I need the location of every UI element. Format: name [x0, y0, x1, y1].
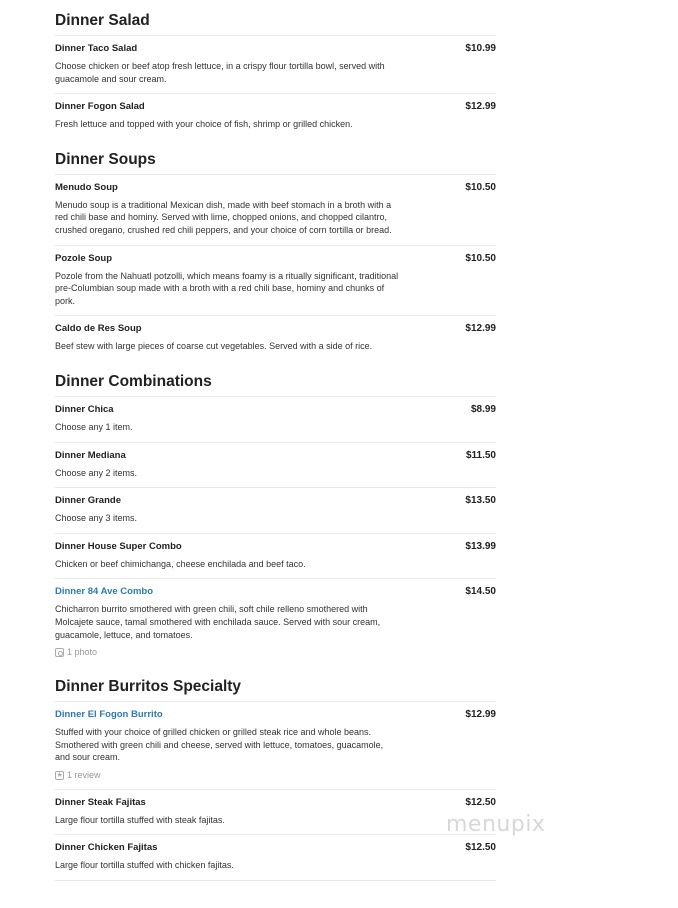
watermark: menupix	[446, 812, 546, 837]
item-name-link[interactable]: Dinner El Fogon Burrito	[55, 709, 163, 721]
section-title: Dinner Salad	[55, 12, 150, 29]
menu-item	[55, 396, 496, 442]
item-description: Chicharron burrito smothered with green chili, soft chile relleno smothered with Molcajete sauce, tamal smothered with enchilada sauce. Served with sour cream, guacamole, lettuce, and tomatoes.	[55, 604, 381, 640]
section-dinner-salad	[55, 0, 496, 139]
section-title: Dinner Soups	[55, 150, 156, 168]
menu-item	[55, 174, 496, 245]
menu-item	[55, 442, 496, 488]
menu-item	[55, 35, 496, 93]
item-name: Menudo Soup	[55, 181, 118, 193]
menu-item	[55, 701, 496, 789]
review-link[interactable]	[55, 770, 496, 781]
item-price: $12.99	[465, 323, 496, 335]
menu	[55, 0, 496, 881]
item-description: Choose any 3 items.	[55, 513, 138, 524]
item-name: Dinner Steak Fajitas	[55, 796, 146, 808]
menu-item	[55, 533, 496, 579]
item-price: $12.50	[465, 842, 496, 854]
menu-item	[55, 487, 496, 533]
item-price: $10.50	[465, 181, 496, 193]
review-count: 1 review	[67, 769, 101, 780]
item-description: Choose any 1 item.	[55, 421, 133, 432]
menu-item	[55, 315, 496, 361]
menu-item	[55, 789, 496, 835]
item-price: $12.99	[465, 101, 496, 113]
item-description: Choose any 2 items.	[55, 467, 138, 478]
item-name: Dinner Chica	[55, 403, 114, 415]
item-name: Dinner Chicken Fajitas	[55, 842, 158, 854]
item-description: Menudo soup is a traditional Mexican dish, made with beef stomach in a broth with a red chili base and hominy. Served with lime, chopped onions, and chopped cilantro, crushed oregano, crushed red chili peppers, and your choice of corn tortilla or bread.	[55, 199, 392, 235]
menu-item	[55, 834, 496, 880]
item-description: Stuffed with your choice of grilled chicken or grilled steak rice and whole beans. Smothered with green chili and cheese, served with lettuce, tomatoes, guacamole, and sour cream.	[55, 727, 384, 763]
section-dinner-combinations	[55, 361, 496, 666]
section-title: Dinner Burritos Specialty	[55, 678, 242, 696]
item-description: Choose chicken or beef atop fresh lettuce, in a crispy flour tortilla bowl, served with guacamole and sour cream.	[55, 61, 385, 84]
item-price: $12.50	[465, 796, 496, 808]
item-price: $13.50	[465, 495, 496, 507]
item-description: Fresh lettuce and topped with your choice of fish, shrimp or grilled chicken.	[55, 119, 353, 130]
photo-link[interactable]	[55, 647, 496, 658]
menu-item	[55, 93, 496, 139]
item-name: Dinner Grande	[55, 495, 121, 507]
divider	[55, 880, 496, 881]
item-name: Dinner Taco Salad	[55, 43, 138, 54]
section-title: Dinner Combinations	[55, 372, 212, 390]
section-dinner-burritos-specialty	[55, 666, 496, 881]
item-name: Pozole Soup	[55, 252, 112, 264]
menu-item	[55, 245, 496, 316]
item-price: $10.50	[465, 252, 496, 264]
menu-item	[55, 578, 496, 666]
item-price: $12.99	[465, 709, 496, 721]
item-description: Large flour tortilla stuffed with chicken fajitas.	[55, 860, 234, 871]
item-description: Pozole from the Nahuatl potzolli, which means foamy is a ritually significant, traditional pre-Columbian soup made with a broth with a red chili base, hominy and chunks of pork.	[55, 270, 399, 306]
item-name-link[interactable]: Dinner 84 Ave Combo	[55, 586, 154, 598]
item-price: $8.99	[470, 403, 496, 415]
item-name: Dinner House Super Combo	[55, 540, 182, 552]
item-price: $13.99	[465, 540, 496, 552]
item-name: Caldo de Res Soup	[55, 323, 142, 335]
item-name: Dinner Fogon Salad	[55, 101, 145, 113]
item-price: $10.99	[465, 43, 496, 54]
item-description: Chicken or beef chimichanga, cheese enchilada and beef taco.	[55, 558, 306, 569]
item-price: $11.50	[465, 449, 496, 461]
star-icon	[55, 771, 64, 780]
photo-count: 1 photo	[67, 647, 98, 658]
item-description: Beef stew with large pieces of coarse cut vegetables. Served with a side of rice.	[55, 341, 373, 352]
item-name: Dinner Mediana	[55, 449, 126, 461]
section-dinner-soups	[55, 139, 496, 361]
item-description: Large flour tortilla stuffed with steak fajitas.	[55, 814, 225, 825]
camera-icon	[55, 648, 64, 657]
item-price: $14.50	[465, 586, 496, 598]
